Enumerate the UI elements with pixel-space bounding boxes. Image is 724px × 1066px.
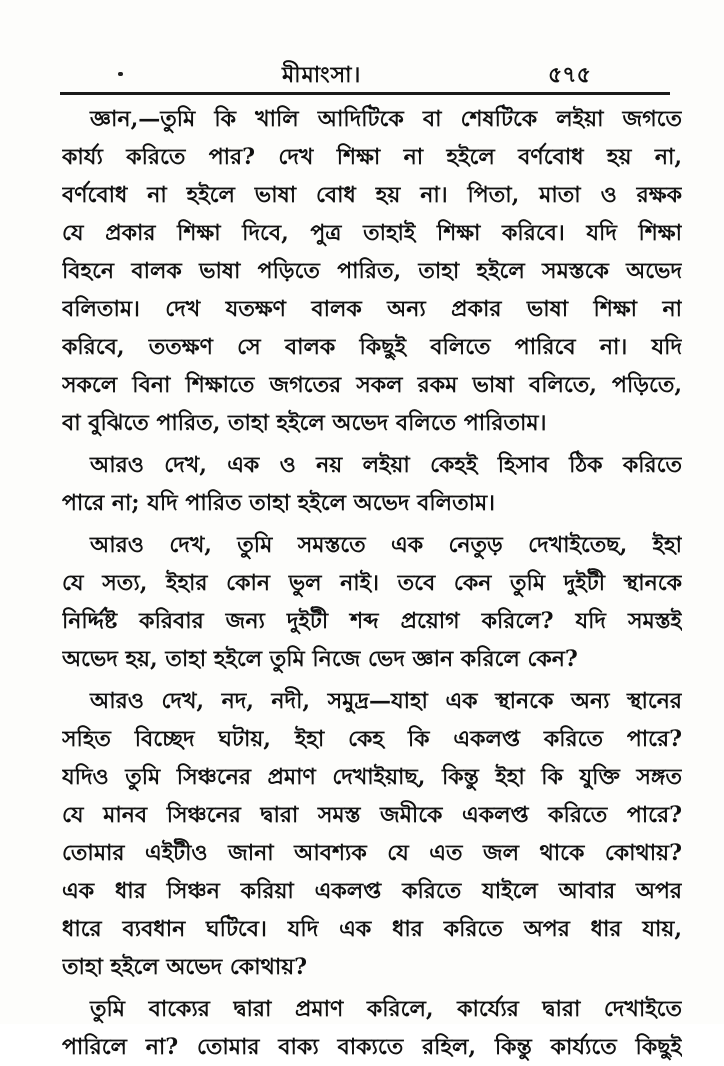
text-line: বা বুঝিতে পারিত, তাহা হইলে অভেদ বলিতে পারিতাম। [62,410,547,436]
text-line: আরও দেখ, এক ও নয় লইয়া কেহই হিসাব ঠিক করিতে [90,452,682,478]
running-head [0,58,724,92]
paragraph-1 [62,100,682,442]
paragraph-4 [62,682,682,986]
paragraph-2 [62,446,682,522]
text-line: আরও দেখ, তুমি সমস্ততে এক নেতুড় দেখাইতেছ, ইহা [90,532,682,558]
header-rule [60,92,670,95]
text-line: যদিও তুমি সিঞ্চনের প্রমাণ দেখাইয়াছ, কিন্তু ইহা কি যুক্তি সঙ্গত [62,764,682,790]
text-line: এক ধার সিঞ্চন করিয়া একলপ্ত করিতে যাইলে আবার অপর [62,878,682,904]
text-line: যে প্রকার শিক্ষা দিবে, পুত্র তাহাই শিক্ষা করিবে। যদি শিক্ষা [62,220,682,246]
text-line: কার্য্য করিতে পার? দেখ শিক্ষা না হইলে বর্ণবোধ হয় না, [62,144,682,170]
text-line: করিবে, ততক্ষণ সে বালক কিছুই বলিতে পারিবে না। যদি [62,334,682,360]
body-text [62,100,682,1066]
page-number: ৫৭৫ [548,62,591,88]
text-line: নির্দ্দিষ্ট করিবার জন্য দুইটী শব্দ প্রয়োগ করিলে? যদি সমস্তই [62,608,682,634]
paragraph-5 [62,990,682,1066]
text-line: পারে না; যদি পারিত তাহা হইলে অভেদ বলিতাম। [62,490,496,516]
text-line: জ্ঞান,—তুমি কি খালি আদিটিকে বা শেষটিকে লইয়া জগতে [90,106,682,132]
text-line: ধারে ব্যবধান ঘটিবে। যদি এক ধার করিতে অপর ধার যায়, [62,916,682,942]
text-line: বিহনে বালক ভাষা পড়িতে পারিত, তাহা হইলে সমস্তকে অভেদ [62,258,682,284]
text-line: অভেদ হয়, তাহা হইলে তুমি নিজে ভেদ জ্ঞান করিলে কেন? [62,646,578,672]
text-line: সকলে বিনা শিক্ষাতে জগতের সকল রকম ভাষা বলিতে, পড়িতে, [62,372,682,398]
text-line: আরও দেখ, নদ, নদী, সমুদ্র—যাহা এক স্থানকে অন্য স্থানের [90,688,682,714]
text-line: বলিতাম। দেখ যতক্ষণ বালক অন্য প্রকার ভাষা শিক্ষা না [62,296,682,322]
text-line: বর্ণবোধ না হইলে ভাষা বোধ হয় না। পিতা, মাতা ও রক্ষক [62,182,682,208]
text-line: তাহা হইলে অভেদ কোথায়? [62,954,308,980]
running-title: মীমাংসা। [282,62,362,88]
text-line: সহিত বিচ্ছেদ ঘটায়, ইহা কেহ কি একলপ্ত করিতে পারে? [62,726,682,752]
paragraph-3 [62,526,682,678]
text-line: যে মানব সিঞ্চনের দ্বারা সমস্ত জমীকে একলপ্ত করিতে পারে? [62,802,682,828]
text-line: তুমি বাক্যের দ্বারা প্রমাণ করিলে, কার্য্যের দ্বারা দেখাইতে [90,996,682,1022]
printer-mark [118,72,123,76]
text-line: পারিলে না? তোমার বাক্য বাক্যতে রহিল, কিন্তু কার্য্যতে কিছুই [62,1034,682,1060]
text-line: তোমার এইটীও জানা আবশ্যক যে এত জল থাকে কোথায়? [62,840,682,866]
text-line: যে সত্য, ইহার কোন ভুল নাই। তবে কেন তুমি দুইটী স্থানকে [62,570,682,596]
